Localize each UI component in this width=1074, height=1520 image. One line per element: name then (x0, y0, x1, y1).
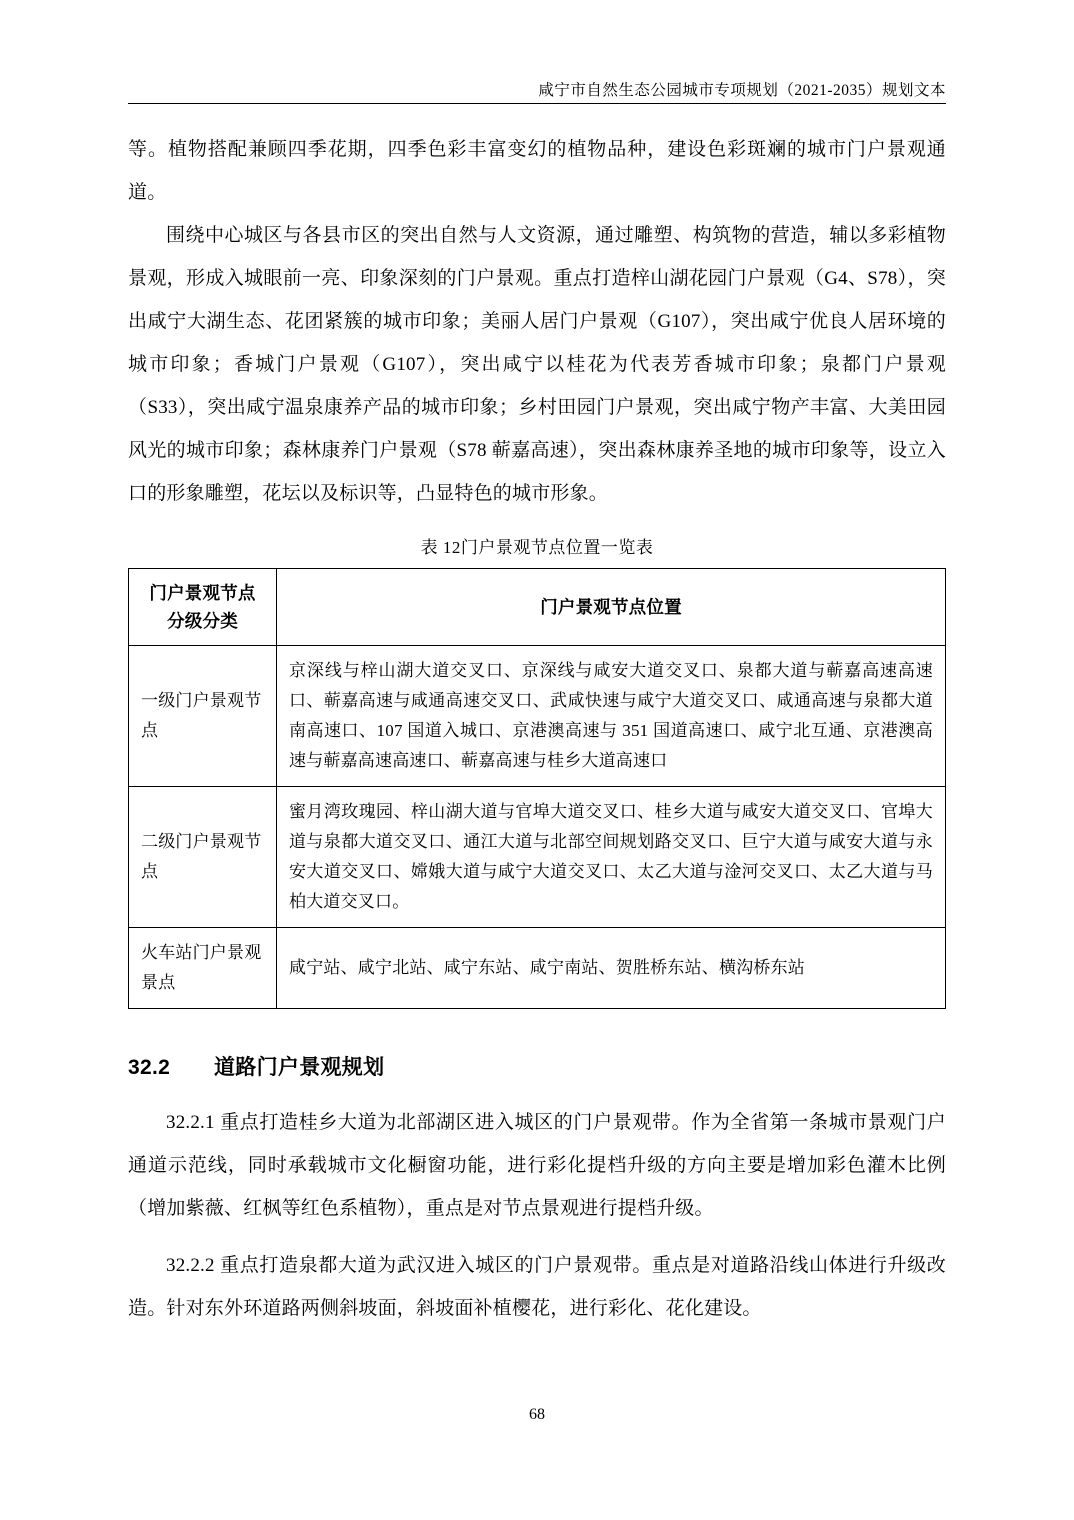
table-caption: 表 12门户景观节点位置一览表 (420, 538, 654, 557)
section-number: 32.2 (128, 1056, 171, 1079)
page-number: 68 (529, 1406, 545, 1423)
table-row (129, 928, 946, 1009)
table-cell-category: 火车站门户景观景点 (129, 928, 277, 1009)
paragraph-gateway-overview: 围绕中心城区与各县市区的突出自然与人文资源，通过雕塑、构筑物的营造，辅以多彩植物景观，形成入城眼前一亮、印象深刻的门户景观。重点打造梓山湖花园门户景观（G4、S78），突出咸宁大湖生态、花团紧簇的城市印象；美丽人居门户景观（G107），突出咸宁优良人居环境的城市印象；香城门户景观（G107），突出咸宁以桂花为代表芳香城市印象；泉都门户景观（S33），突出咸宁温泉康养产品的城市印象；乡村田园门户景观，突出咸宁物产丰富、大美田园风光的城市印象；森林康养门户景观（S78 蕲嘉高速），突出森林康养圣地的城市印象等，设立入口的形象雕塑，花坛以及标识等，凸显特色的城市形象。 (128, 225, 946, 504)
table-row (129, 646, 946, 787)
section-title: 道路门户景观规划 (214, 1056, 385, 1079)
table-cell-location: 咸宁站、咸宁北站、咸宁东站、咸宁南站、贺胜桥东站、横沟桥东站 (277, 928, 946, 1009)
table-cell-category: 二级门户景观节点 (129, 787, 277, 928)
table-header-row (129, 569, 946, 646)
page-header: 咸宁市自然生态公园城市专项规划（2021-2035）规划文本 (538, 82, 946, 99)
paragraph-continuation: 等。植物搭配兼顾四季花期，四季色彩丰富变幻的植物品种，建设色彩斑斓的城市门户景观通道。 (128, 139, 946, 203)
table-row (129, 787, 946, 928)
table-cell-location: 蜜月湾玫瑰园、梓山湖大道与官埠大道交叉口、桂乡大道与咸安大道交叉口、官埠大道与泉都大道交叉口、通江大道与北部空间规划路交叉口、巨宁大道与咸安大道与永安大道交叉口、嫦娥大道与咸宁大道交叉口、太乙大道与淦河交叉口、太乙大道与马柏大道交叉口。 (277, 787, 946, 928)
header-divider (128, 103, 946, 104)
paragraph-32-2-1: 32.2.1 重点打造桂乡大道为北部湖区进入城区的门户景观带。作为全省第一条城市景观门户通道示范线，同时承载城市文化橱窗功能，进行彩化提档升级的方向主要是增加彩色灌木比例（增加紫薇、红枫等红色系植物），重点是对节点景观进行提档升级。 (128, 1112, 946, 1219)
table-cell-category: 一级门户景观节点 (129, 646, 277, 787)
table-header-location: 门户景观节点位置 (277, 569, 946, 646)
page-content (128, 128, 946, 1330)
paragraph-32-2-2: 32.2.2 重点打造泉都大道为武汉进入城区的门户景观带。重点是对道路沿线山体进行升级改造。针对东外环道路两侧斜坡面，斜坡面补植樱花，进行彩化、花化建设。 (128, 1255, 946, 1319)
section-heading (128, 1051, 946, 1081)
table-header-category: 门户景观节点分级分类 (129, 569, 277, 646)
table-cell-location: 京深线与梓山湖大道交叉口、京深线与咸安大道交叉口、泉都大道与蕲嘉高速高速口、蕲嘉高速与咸通高速交叉口、武咸快速与咸宁大道交叉口、咸通高速与泉都大道南高速口、107 国道入城口、京港澳高速与 351 国道高速口、咸宁北互通、京港澳高速与蕲嘉高速高速口、蕲嘉高速与桂乡大道高速口 (277, 646, 946, 787)
gateway-nodes-table (128, 568, 946, 1009)
